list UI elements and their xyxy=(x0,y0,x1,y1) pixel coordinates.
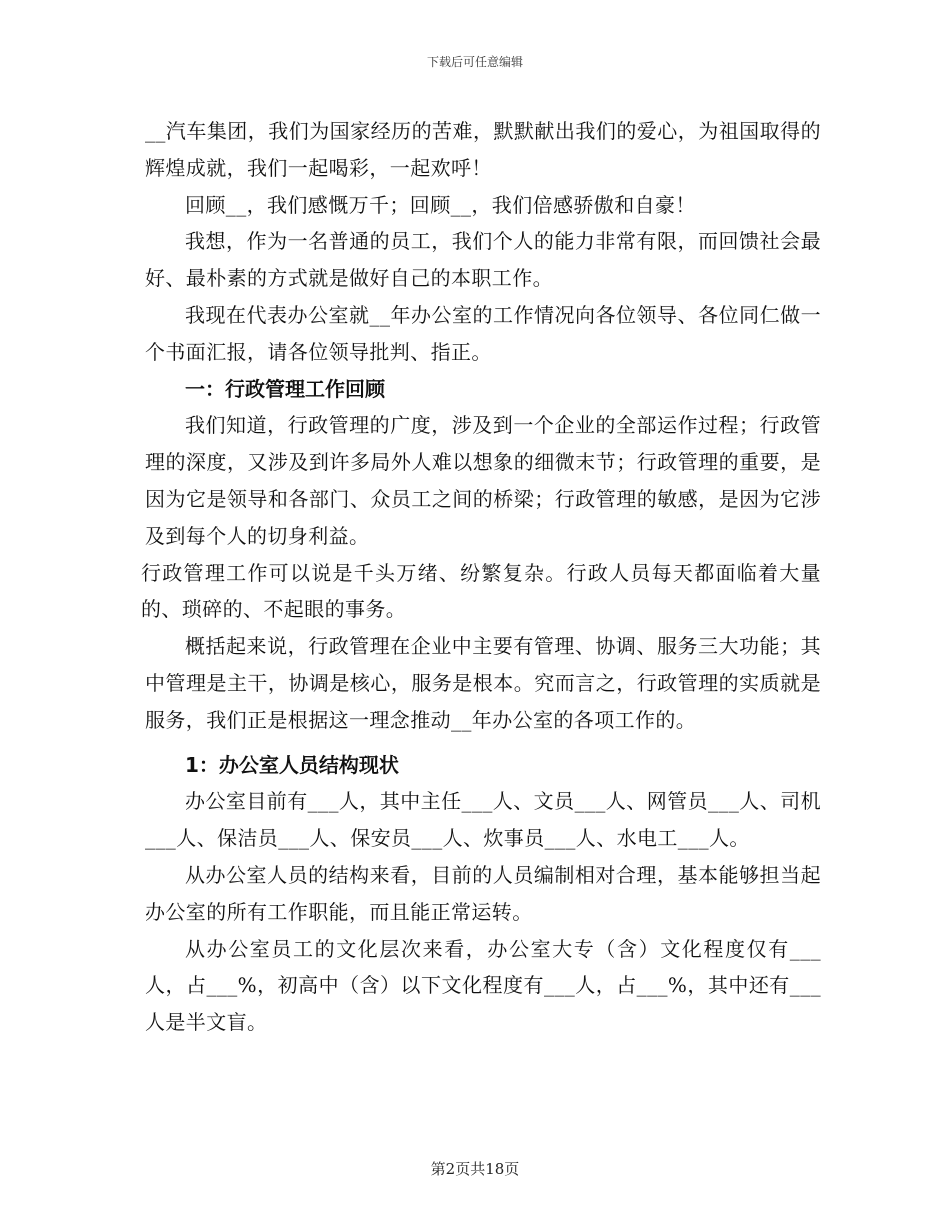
paragraph-2: 回顾__，我们感慨万千；回顾__，我们倍感骄傲和自豪！ xyxy=(185,192,696,217)
section-heading-1: 一：行政管理工作回顾 xyxy=(185,376,385,401)
document-body xyxy=(141,113,821,1041)
paragraph-7: 概括起来说，行政管理在企业中主要有管理、协调、服务三大功能；其中管理是主干，协调是核心，服务是根本。究而言之，行政管理的实质就是服务，我们正是根据这一理念推动__年办公室的各项工作的。 xyxy=(145,634,821,732)
page-footer: 第2页共18页 xyxy=(430,1160,520,1178)
paragraph-3: 我想，作为一名普通的员工，我们个人的能力非常有限，而回馈社会最好、最朴素的方式就是做好自己的本职工作。 xyxy=(145,229,821,291)
paragraph-6: 行政管理工作可以说是千头万绪、纷繁复杂。行政人员每天都面临着大量的、琐碎的、不起眼的事务。 xyxy=(141,560,821,622)
paragraph-4: 我现在代表办公室就__年办公室的工作情况向各位领导、各位同仁做一个书面汇报，请各位领导批判、指正。 xyxy=(145,302,821,364)
paragraph-8: 办公室目前有___人，其中主任___人、文员___人、网管员___人、司机___人、保洁员___人、保安员___人、炊事员___人、水电工___人。 xyxy=(145,789,821,851)
section-heading-2: 1：办公室人员结构现状 xyxy=(185,752,399,777)
paragraph-5: 我们知道，行政管理的广度，涉及到一个企业的全部运作过程；行政管理的深度，又涉及到许多局外人难以想象的细微末节；行政管理的重要，是因为它是领导和各部门、众员工之间的桥梁；行政管理的敏感，是因为它涉及到每个人的切身利益。 xyxy=(145,413,821,548)
paragraph-1: __汽车集团，我们为国家经历的苦难，默默献出我们的爱心，为祖国取得的辉煌成就，我们一起喝彩，一起欢呼！ xyxy=(145,119,821,180)
paragraph-9: 从办公室人员的结构来看，目前的人员编制相对合理，基本能够担当起办公室的所有工作职能，而且能正常运转。 xyxy=(145,862,821,924)
paragraph-10: 从办公室员工的文化层次来看，办公室大专（含）文化程度仅有___人，占___%，初高中（含）以下文化程度有___人，占___%，其中还有___人是半文盲。 xyxy=(145,936,821,1035)
page-header-note: 下载后可任意编辑 xyxy=(426,55,523,69)
